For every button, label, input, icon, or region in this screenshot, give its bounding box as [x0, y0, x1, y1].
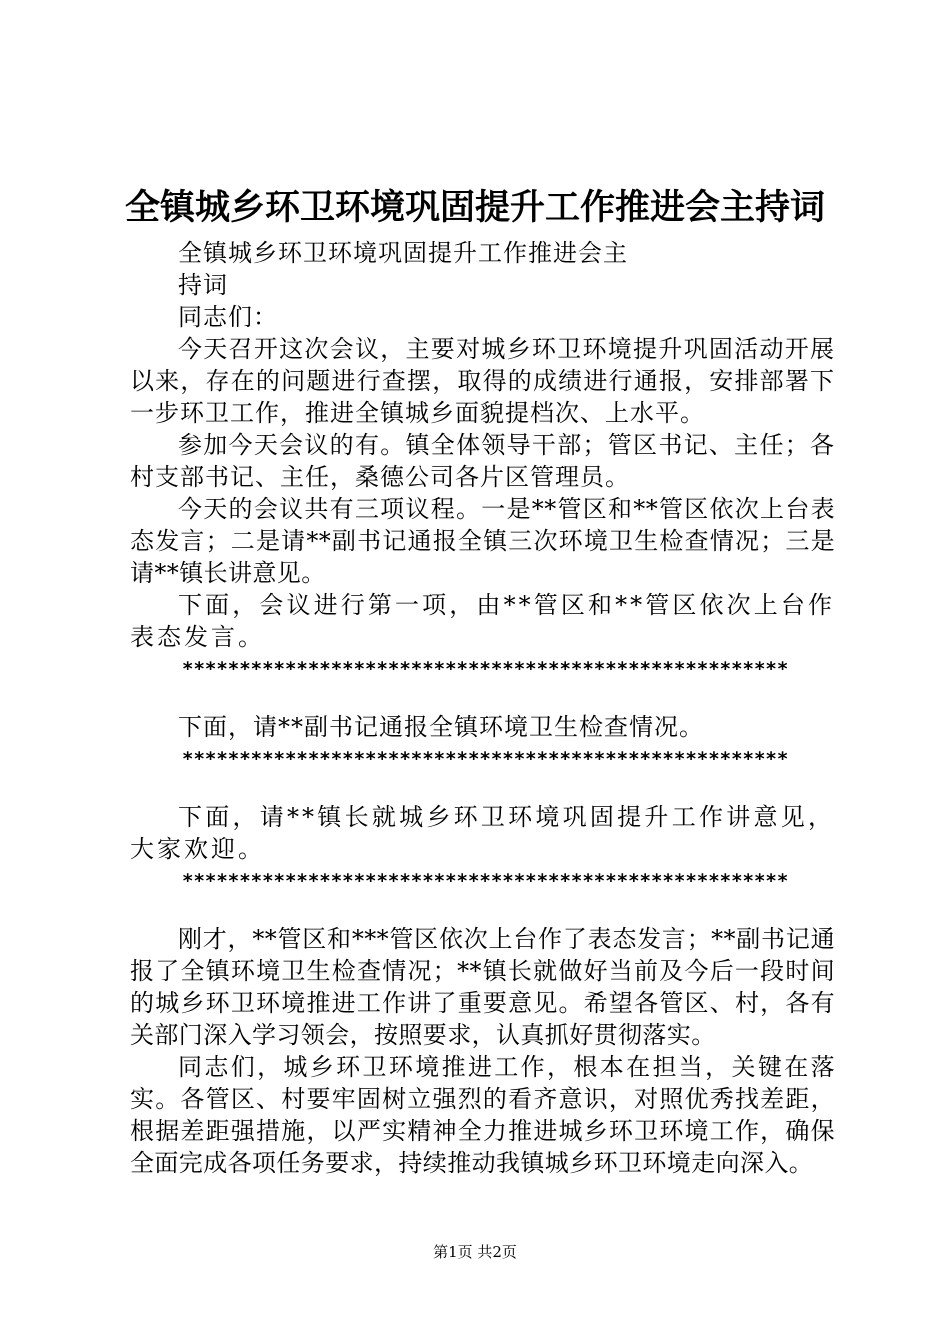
- paragraph-agenda: 今天的会议共有三项议程。一是**管区和**管区依次上台表态发言；二是请**副书记通报全镇三次环境卫生检查情况；三是请**镇长讲意见。: [130, 495, 835, 587]
- subtitle-line-1: 全镇城乡环卫环境巩固提升工作推进会主: [178, 239, 628, 267]
- paragraph-agenda-item-1: 下面，会议进行第一项，由**管区和**管区依次上台作表态发言。: [130, 591, 835, 651]
- paragraph-attendees: 参加今天会议的有。镇全体领导干部；管区书记、主任；各村支部书记、主任，桑德公司各片区管理员。: [130, 431, 835, 491]
- spacer: [130, 685, 835, 711]
- separator-3: *****************************************************: [182, 870, 789, 892]
- page-footer: 第1页 共2页: [433, 1243, 517, 1261]
- separator-1: *****************************************************: [182, 658, 789, 680]
- paragraph-summary: 刚才，**管区和***管区依次上台作了表态发言；**副书记通报了全镇环境卫生检查情况；**镇长就做好当前及今后一段时间的城乡环卫环境推进工作讲了重要意见。希望各管区、村，各有关部门深入学习领会，按照要求，认真抓好贯彻落实。: [130, 925, 835, 1049]
- paragraph-opening: 今天召开这次会议，主要对城乡环卫环境提升巩固活动开展以来，存在的问题进行查摆，取得的成绩进行通报，安排部署下一步环卫工作，推进全镇城乡面貌提档次、上水平。: [130, 335, 835, 427]
- paragraph-agenda-item-3: 下面，请**镇长就城乡环卫环境巩固提升工作讲意见，大家欢迎。: [130, 803, 835, 863]
- spacer: [130, 775, 835, 801]
- subtitle-line-2: 持词: [178, 271, 228, 299]
- document-body: [130, 237, 835, 1179]
- document-title: 全镇城乡环卫环境巩固提升工作推进会主持词: [124, 187, 825, 228]
- spacer: [130, 897, 835, 923]
- paragraph-agenda-item-2: 下面，请**副书记通报全镇环境卫生检查情况。: [178, 713, 704, 741]
- separator-2: *****************************************************: [182, 748, 789, 770]
- paragraph-conclusion: 同志们，城乡环卫环境推进工作，根本在担当，关键在落实。各管区、村要牢固树立强烈的看齐意识，对照优秀找差距，根据差距强措施，以严实精神全力推进城乡环卫环境工作，确保全面完成各项任务要求，持续推动我镇城乡环卫环境走向深入。: [130, 1053, 835, 1177]
- greeting: 同志们：: [178, 303, 278, 331]
